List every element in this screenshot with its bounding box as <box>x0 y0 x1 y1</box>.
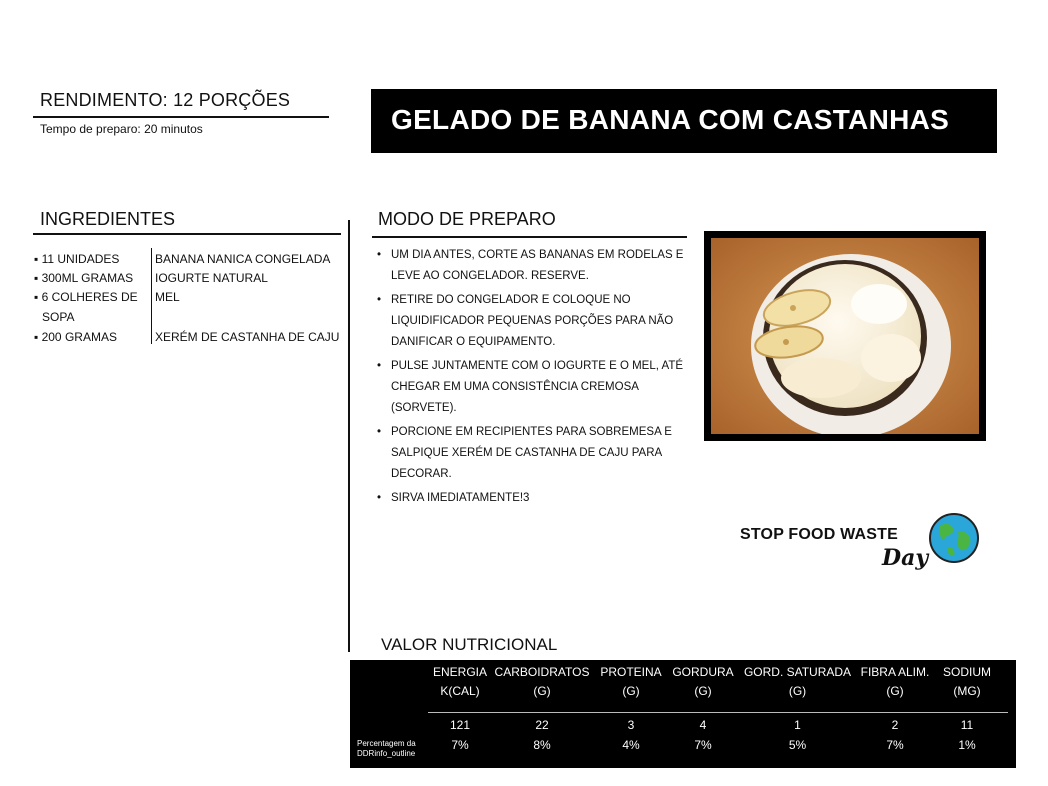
nutrient-value: 22 <box>535 718 549 732</box>
method-steps <box>377 245 687 512</box>
dessert-photo <box>704 231 986 441</box>
ingredient-quantity: ▪ 11 UNIDADES <box>34 252 120 266</box>
nutrient-name: FIBRA ALIM. <box>860 665 930 679</box>
nutrition-column-header <box>596 663 666 701</box>
nutrient-unit: (G) <box>533 684 551 698</box>
nutrient-percent: 7% <box>451 738 469 752</box>
nutrition-column-header <box>857 663 933 701</box>
nutrient-percent: 8% <box>533 738 551 752</box>
nutrient-percent: 7% <box>694 738 712 752</box>
nutrient-unit: (G) <box>622 684 640 698</box>
nutrient-name: GORDURA <box>672 665 734 679</box>
recipe-title: GELADO DE BANANA COM CASTANHAS <box>391 104 950 135</box>
nutrient-percent: 5% <box>788 738 807 752</box>
method-step: • RETIRE DO CONGELADOR E COLOQUE NO LIQUIDIFICADOR PEQUENAS PORÇÕES PARA NÃO DANIFICAR O EQUIPAMENTO. <box>377 290 687 353</box>
column-divider <box>348 220 350 652</box>
nutrient-name: SODIUM <box>943 665 991 679</box>
banana-ice-cream-image <box>711 238 979 434</box>
method-step: • PULSE JUNTAMENTE COM O IOGURTE E O MEL, ATÉ CHEGAR EM UMA CONSISTÊNCIA CREMOSA (SORVETE). <box>377 356 687 419</box>
nutrient-name: CARBOIDRATOS <box>494 665 590 679</box>
nutrient-value: 121 <box>449 718 471 732</box>
nutrition-column-header <box>668 663 738 701</box>
nutrient-unit: (G) <box>886 684 904 698</box>
nutrient-value: 11 <box>960 718 974 732</box>
logo-text: STOP FOOD WASTE <box>740 526 898 543</box>
nutrient-value: 4 <box>699 718 707 732</box>
nutrient-name: PROTEINA <box>600 665 662 679</box>
percent-daily-label: Percentagem da DDRinfo_outline <box>357 739 416 758</box>
ingredient-name: IOGURTE NATURAL <box>155 271 268 285</box>
method-step: • PORCIONE EM RECIPIENTES PARA SOBREMESA E SALPIQUE XERÉM DE CASTANHA DE CAJU PARA DECORAR. <box>377 422 687 485</box>
recipe-yield: RENDIMENTO: 12 PORÇÕES <box>40 90 291 110</box>
nutrient-percent: 7% <box>886 738 904 752</box>
nutrient-name: ENERGIA <box>432 665 487 679</box>
nutrition-column-header <box>740 663 855 701</box>
ingredients-heading: INGREDIENTES <box>40 209 176 229</box>
ingredient-name: MEL <box>155 290 180 304</box>
nutrient-value: 1 <box>794 718 801 732</box>
nutrient-unit: (G) <box>694 684 712 698</box>
ingredient-quantity: ▪ 300ML GRAMAS <box>34 271 134 285</box>
globe-icon <box>928 512 980 569</box>
nutrition-column-header <box>492 663 592 701</box>
method-underline <box>372 236 687 238</box>
logo-day-text: Day <box>882 545 929 571</box>
nutrient-percent: 1% <box>958 738 976 752</box>
prep-time: Tempo de preparo: 20 minutos <box>40 122 203 136</box>
method-heading: MODO DE PREPARO <box>378 209 556 229</box>
nutrient-unit: (G) <box>788 684 807 698</box>
nutrition-heading: VALOR NUTRICIONAL <box>381 635 558 654</box>
ingredient-name: XERÉM DE CASTANHA DE CAJU <box>155 330 340 344</box>
ingredients-column-divider <box>151 248 152 344</box>
nutrient-name: GORD. SATURADA <box>743 665 852 679</box>
ingredients-underline <box>33 233 341 235</box>
ingredient-name: BANANA NANICA CONGELADA <box>155 252 331 266</box>
nutrient-unit: (MG) <box>953 684 981 698</box>
method-step: • SIRVA IMEDIATAMENTE!3 <box>377 488 687 509</box>
nutrient-percent: 4% <box>622 738 640 752</box>
nutrition-column-header <box>425 663 495 701</box>
yield-underline <box>33 116 329 118</box>
ingredient-quantity: ▪ 6 COLHERES DE <box>34 290 138 304</box>
ingredient-quantity: SOPA <box>42 310 75 324</box>
nutrient-value: 3 <box>627 718 635 732</box>
nutrition-separator <box>428 712 1008 713</box>
nutrition-column-header <box>934 663 1000 701</box>
nutrient-value: 2 <box>891 718 899 732</box>
nutrient-unit: K(CAL) <box>440 684 480 698</box>
method-step: • UM DIA ANTES, CORTE AS BANANAS EM RODELAS E LEVE AO CONGELADOR. RESERVE. <box>377 245 687 287</box>
ingredient-quantity: ▪ 200 GRAMAS <box>34 330 117 344</box>
